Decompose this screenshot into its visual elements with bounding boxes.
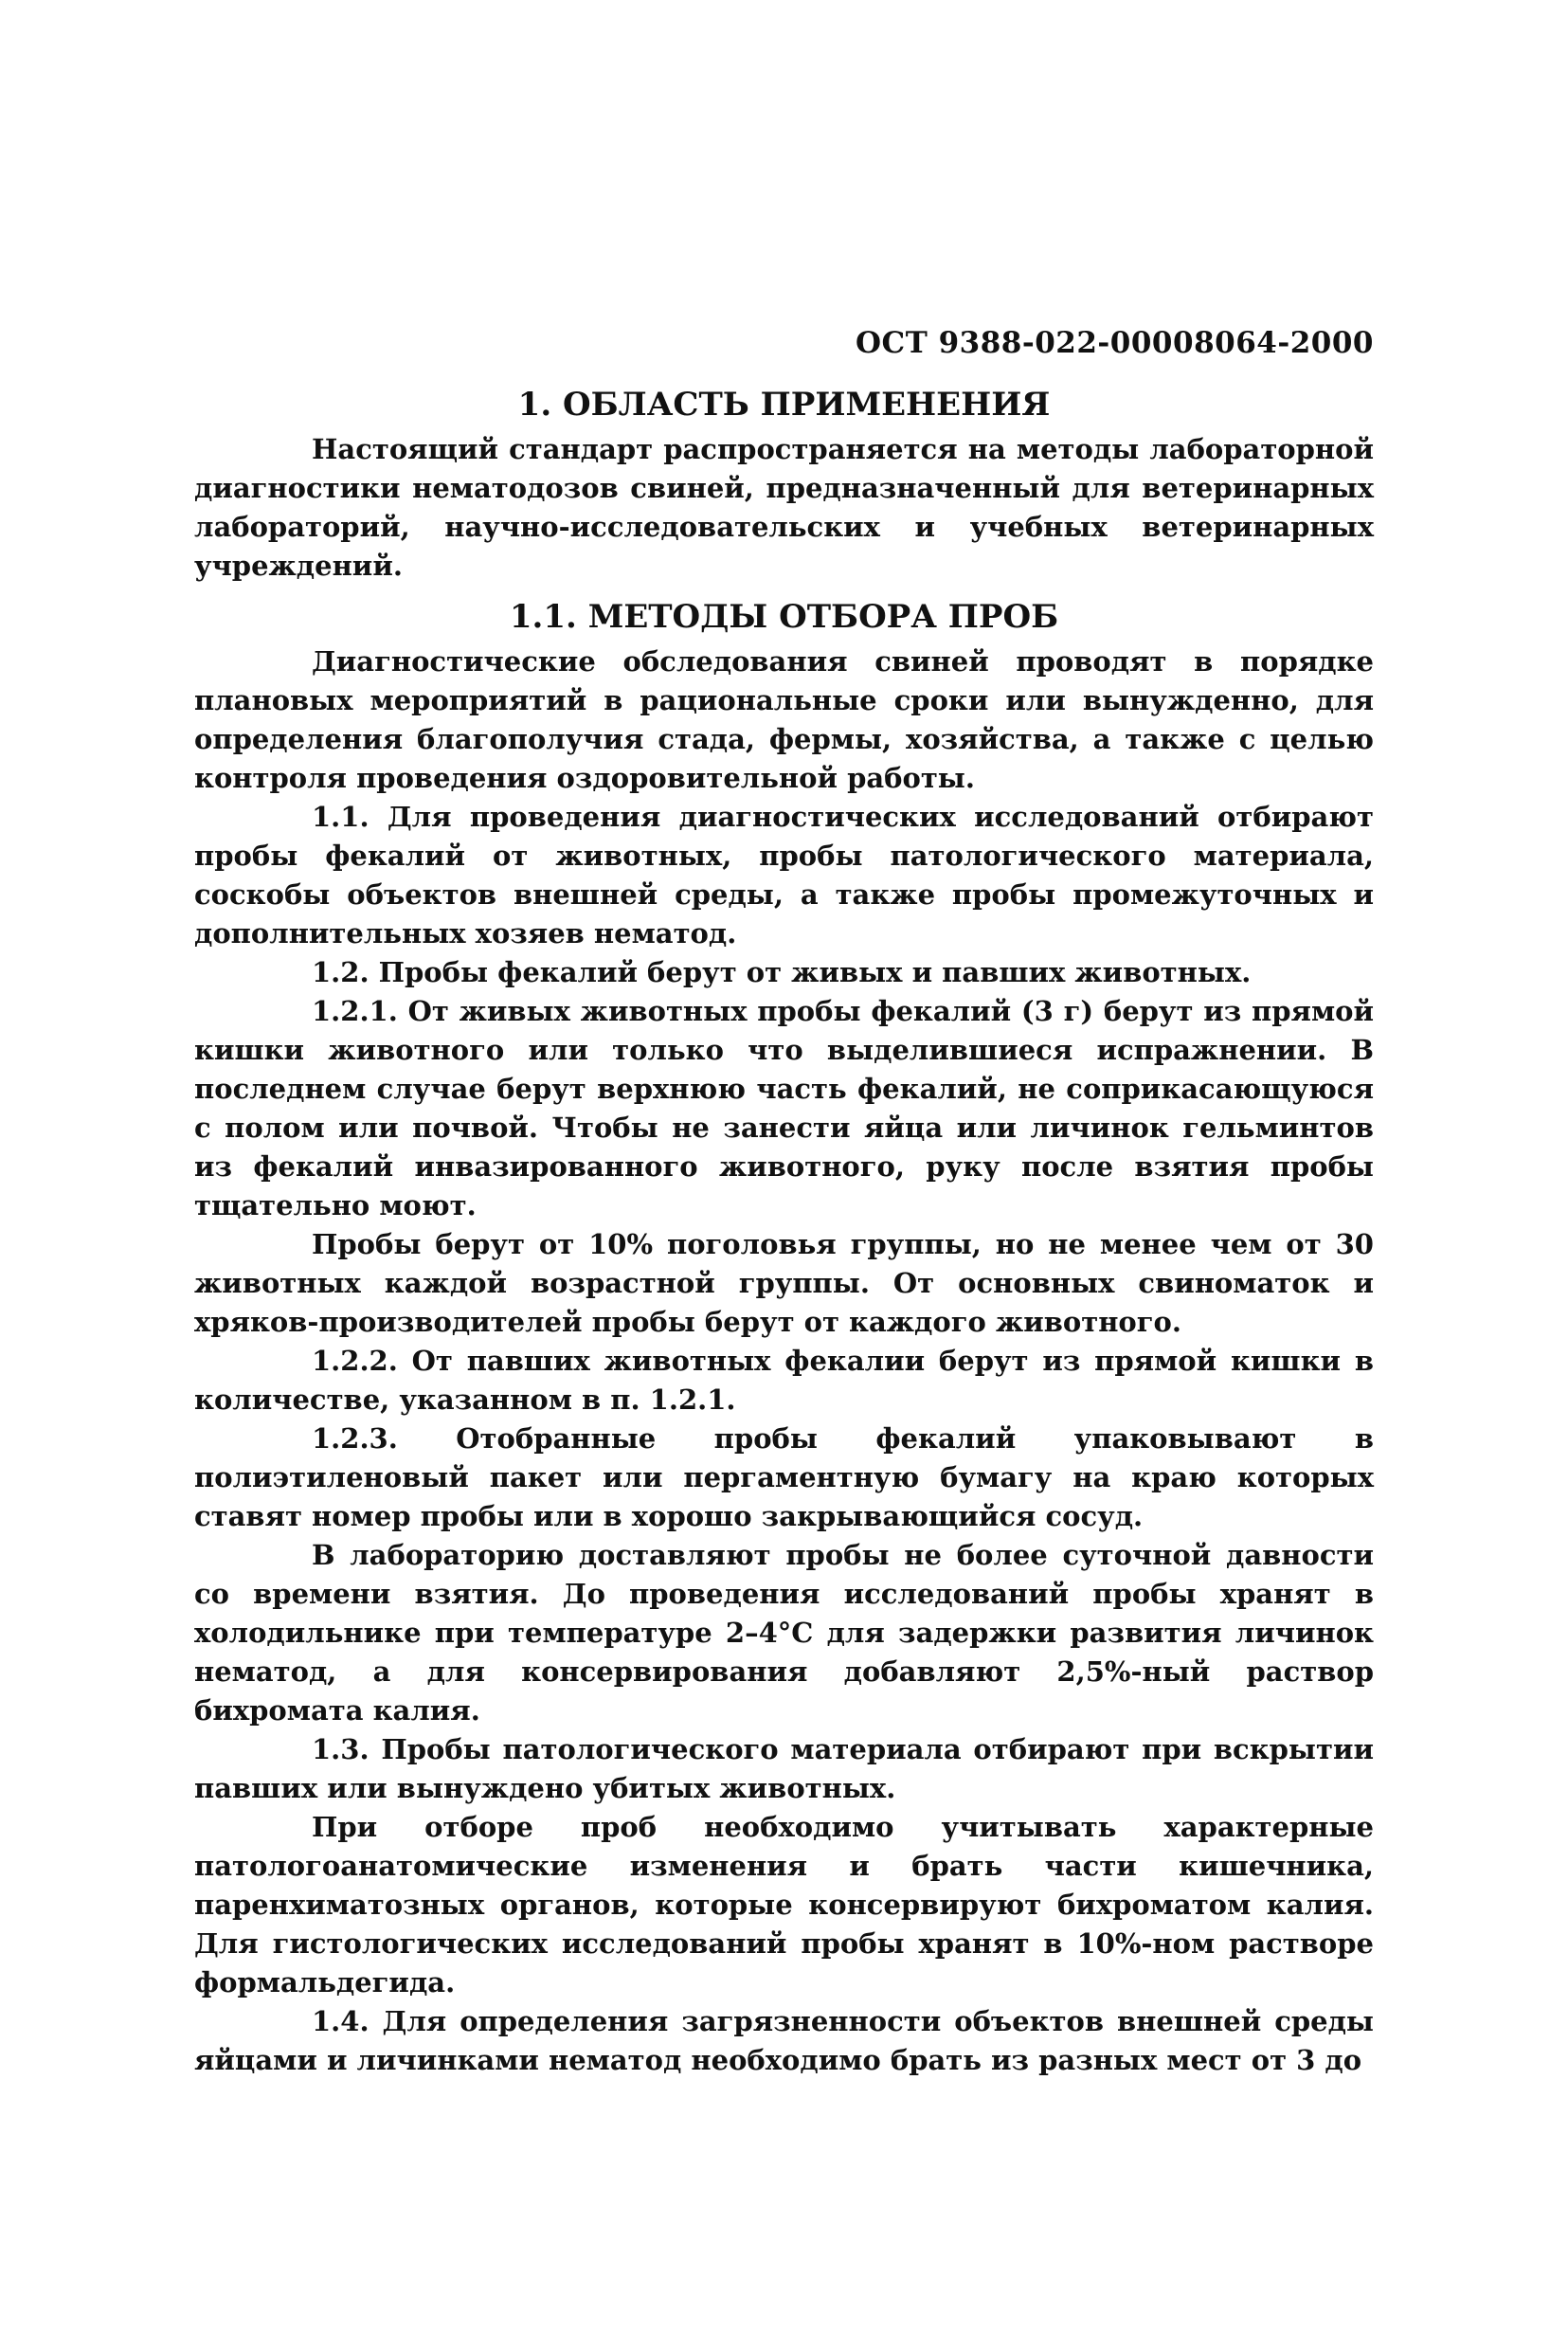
document-content <box>194 322 1374 2080</box>
paragraph-1-2: 1.2. Пробы фекалий берут от живых и павших животных. <box>312 956 1252 988</box>
paragraph-1-1: 1.1. Для проведения диагностических исследований отбирают пробы фекалий от животных, пробы патологического материала, соскобы объектов внешней среды, а также пробы промежуточных и дополнительных хозяев нематод. <box>194 801 1374 949</box>
document-code: ОСТ 9388-022-00008064-2000 <box>856 326 1374 360</box>
paragraph-pathology: При отборе проб необходимо учитывать характерные патологоанатомические изменения и брать части кишечника, паренхиматозных органов, которые консервируют бихроматом калия. Для гистологических исследований пробы хранят в 10%-ном растворе формальдегида. <box>194 1811 1374 1998</box>
paragraph-1-2-3: 1.2.3. Отобранные пробы фекалий упаковывают в полиэтиленовый пакет или пергаментную бумагу на краю которых ставят номер пробы или в хорошо закрывающийся сосуд. <box>194 1422 1374 1532</box>
paragraph-delivery: В лабораторию доставляют пробы не более суточной давности со времени взятия. До проведения исследований пробы хранят в холодильнике при температуре 2–4°С для задержки развития личинок нематод, а для консервирования добавляют 2,5%-ный раствор бихромата калия. <box>194 1539 1374 1727</box>
paragraph-1-4: 1.4. Для определения загрязненности объектов внешней среды яйцами и личинками нематод необходимо брать из разных мест от 3 до <box>194 2005 1374 2076</box>
paragraph-intro: Диагностические обследования свиней проводят в порядке плановых мероприятий в рациональные сроки или вынужденно, для определения благополучия стада, фермы, хозяйства, а также с целью контроля проведения оздоровительной работы. <box>194 645 1374 794</box>
paragraph-1-2-2: 1.2.2. От павших животных фекалии берут из прямой кишки в количестве, указанном в п. 1.2.1. <box>194 1345 1374 1416</box>
section-heading-sampling-methods: 1.1. МЕТОДЫ ОТБОРА ПРОБ <box>509 598 1059 636</box>
section-heading-scope: 1. ОБЛАСТЬ ПРИМЕНЕНИЯ <box>517 386 1051 424</box>
paragraph-1-3: 1.3. Пробы патологического материала отбирают при вскрытии павших или вынуждено убитых животных. <box>194 1733 1374 1804</box>
paragraph-1-2-1: 1.2.1. От живых животных пробы фекалий (3 г) берут из прямой кишки животного или только что выделившиеся испражнении. В последнем случае берут верхнюю часть фекалий, не соприкасающуюся с полом или почвой. Чтобы не занести яйца или личинок гельминтов из фекалий инвазированного животного, руку после взятия пробы тщательно моют. <box>194 995 1374 1221</box>
scope-paragraph: Настоящий стандарт распространяется на методы лабораторной диагностики нематодозов свиней, предназначенный для ветеринарных лабораторий, научно-исследовательских и учебных ветеринарных учреждений. <box>194 433 1374 582</box>
paragraph-sample-share: Пробы берут от 10% поголовья группы, но не менее чем от 30 животных каждой возрастной группы. От основных свиноматок и хряков-производителей пробы берут от каждого животного. <box>194 1228 1374 1338</box>
